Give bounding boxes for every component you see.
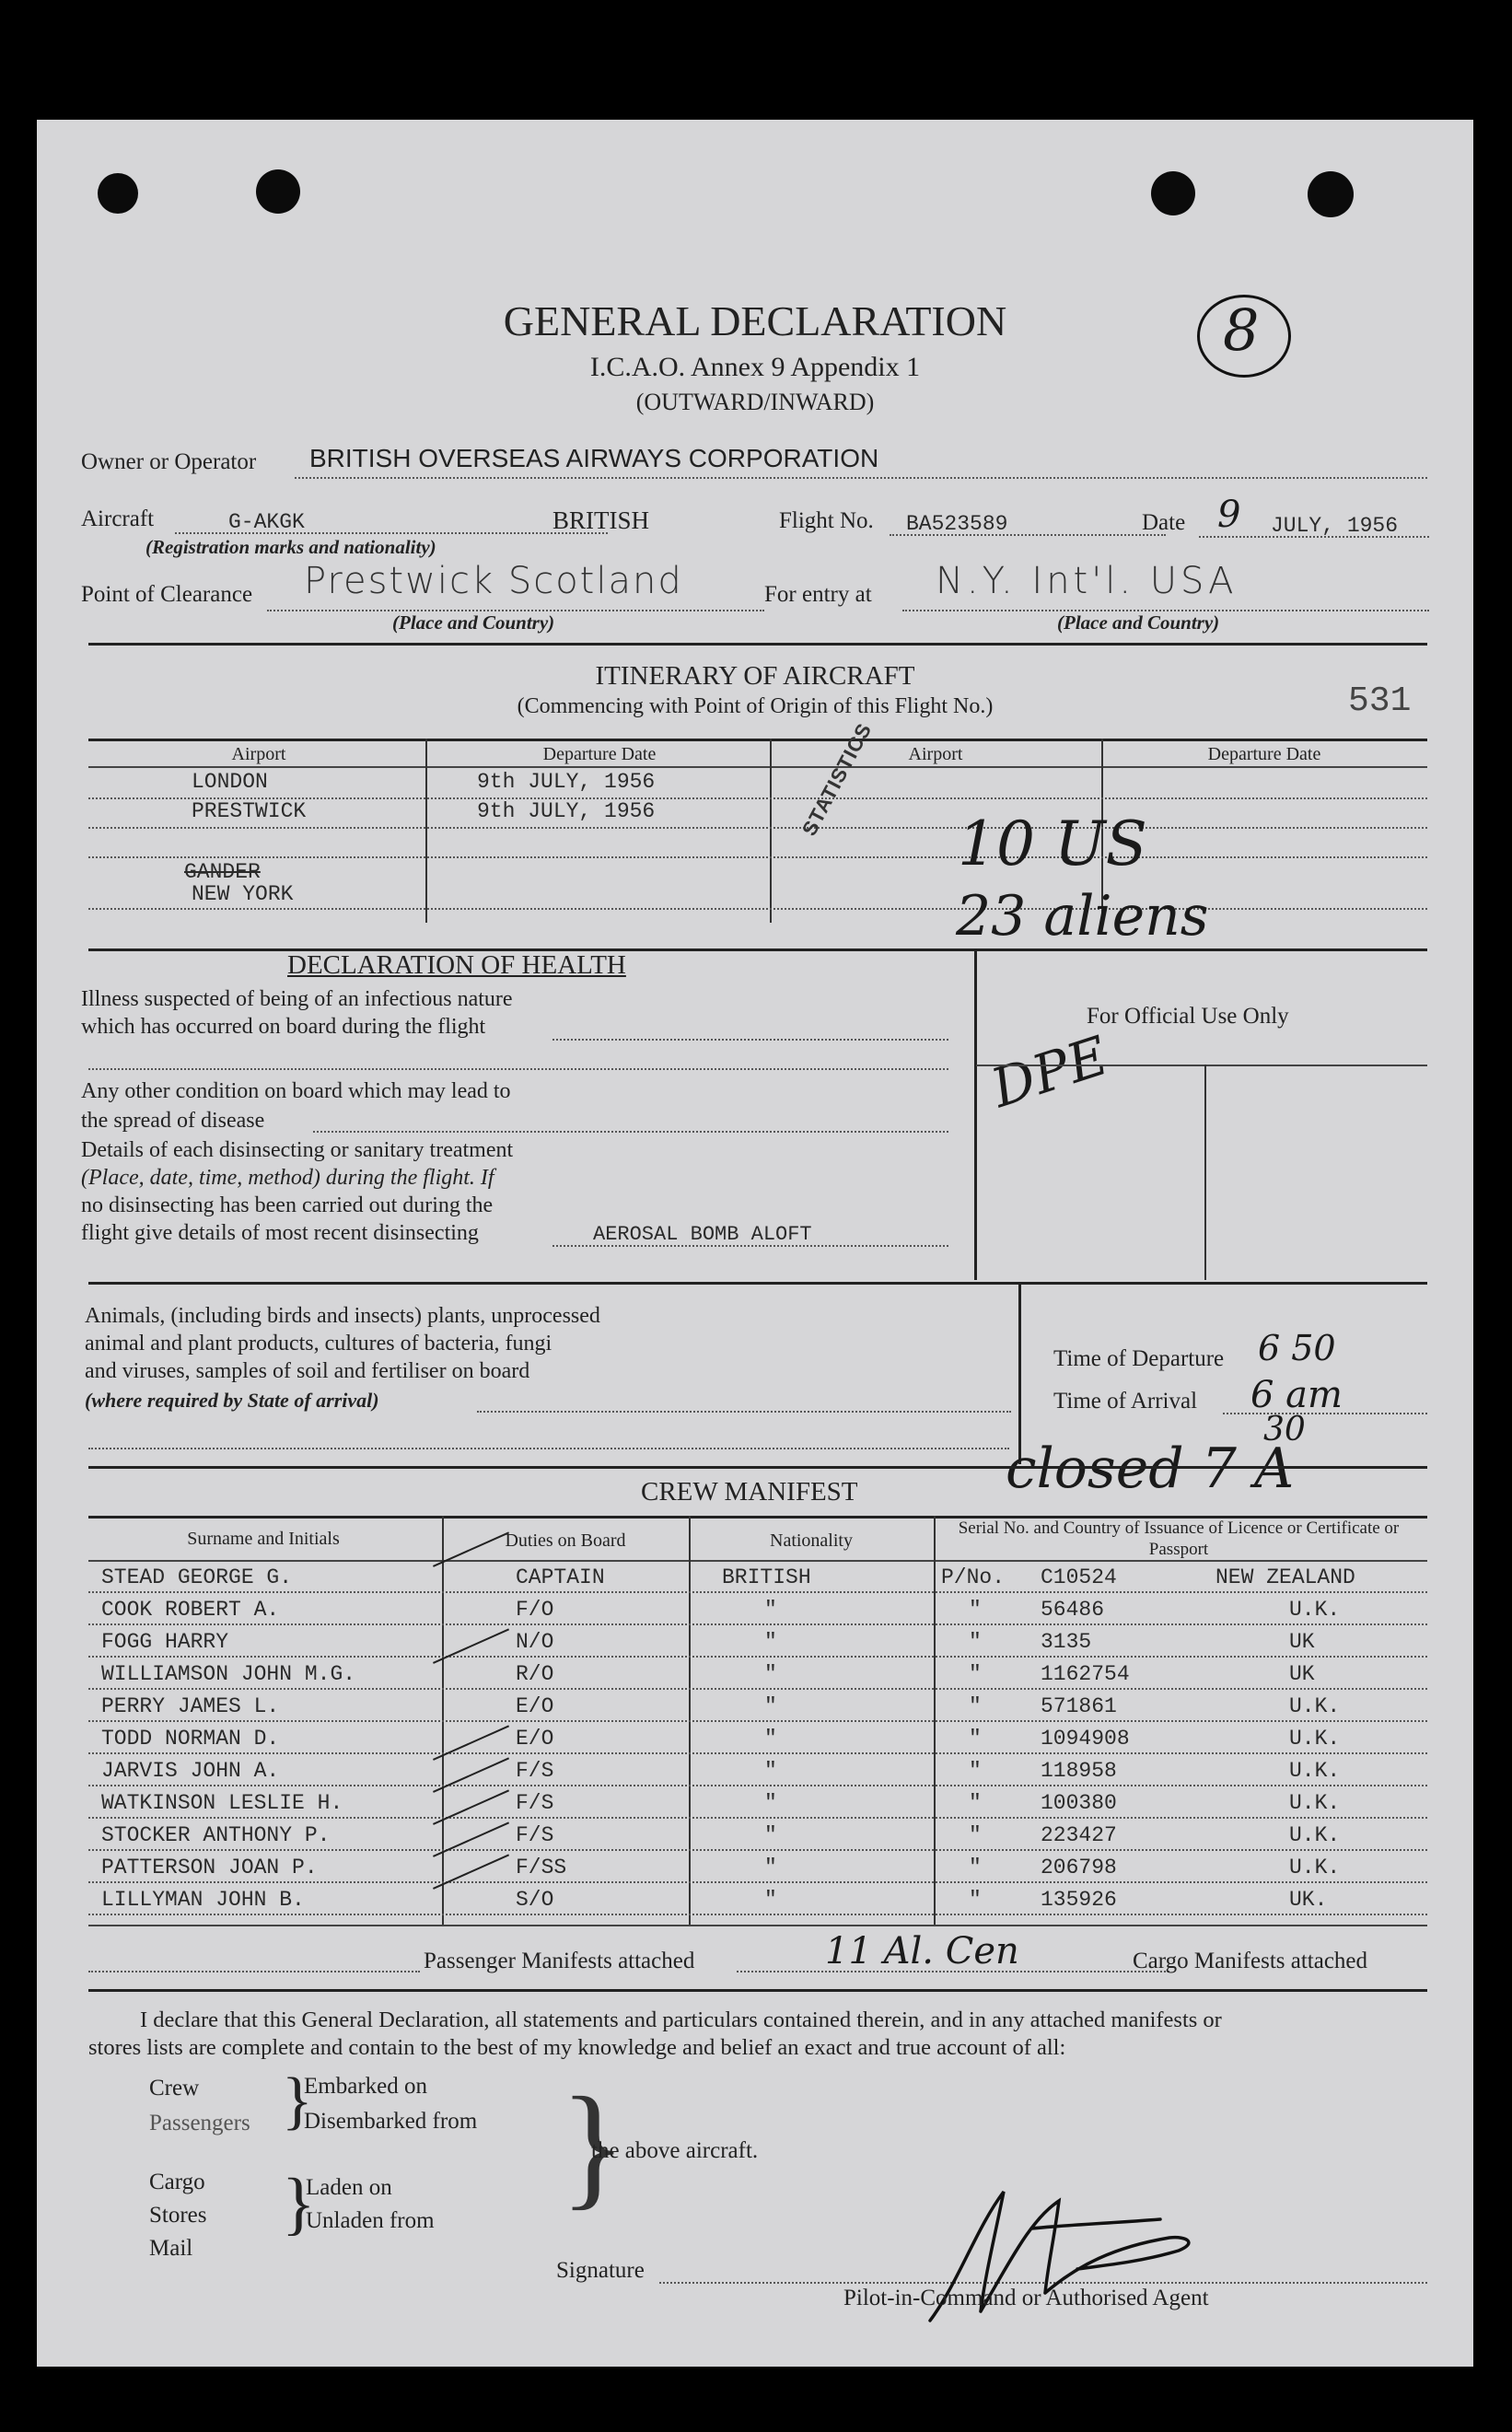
brace-2: } [282, 2165, 316, 2242]
crew-serial: 1162754 [1041, 1662, 1130, 1686]
passenger-manifest-label: Passenger Manifests attached [424, 1949, 695, 1973]
crew-nationality: " [764, 1759, 777, 1783]
punch-hole [98, 173, 138, 214]
aircraft-nationality: BRITISH [552, 506, 650, 534]
arrival-time-value: 6 am [1250, 1374, 1343, 1416]
crew-country: U.K. [1289, 1791, 1341, 1815]
animals-line1: Animals, (including birds and insects) plants, unprocessed [85, 1304, 600, 1328]
official-inner-divider [1204, 1065, 1206, 1280]
itinerary-top-rule [88, 643, 1427, 646]
decl-mail: Mail [149, 2236, 193, 2261]
owner-value: BRITISH OVERSEAS AIRWAYS CORPORATION [309, 444, 879, 472]
itin-date: 9th JULY, 1956 [477, 770, 656, 794]
crew-duty: N/O [516, 1630, 554, 1654]
declaration-sheet [37, 120, 1473, 2367]
brace-3: } [560, 2069, 626, 2222]
entry-label: For entry at [764, 582, 872, 607]
health-q3-line3: no disinsecting has been carried out during the [81, 1193, 494, 1217]
crew-row-line [88, 1752, 1427, 1754]
crew-title: CREW MANIFEST [641, 1477, 858, 1507]
entry-value: N.Y. Int'l. USA [936, 560, 1238, 602]
crew-row-line [88, 1849, 1427, 1851]
handwritten-minutes: 30 [1263, 1411, 1306, 1449]
departure-time-label: Time of Departure [1053, 1346, 1225, 1371]
duty-check-mark [433, 1821, 509, 1856]
duty-check-mark [433, 1789, 509, 1824]
crew-country: U.K. [1289, 1694, 1341, 1718]
crew-name: COOK ROBERT A. [101, 1598, 280, 1622]
punch-hole [1151, 171, 1195, 215]
crew-col-name: Surname and Initials [187, 1529, 340, 1549]
crew-nationality: " [764, 1694, 777, 1718]
health-q3-line4: flight give details of most recent disinsecting [81, 1221, 479, 1245]
crew-serial-prefix: " [969, 1791, 982, 1815]
itin-airport: PRESTWICK [192, 799, 307, 823]
animals-line [477, 1411, 1011, 1413]
itin-row-line [88, 908, 1427, 910]
crew-serial-prefix: " [969, 1630, 982, 1654]
aircraft-reg: G-AKGK [228, 510, 305, 534]
itin-col-date-1: Departure Date [542, 744, 657, 764]
decl-cargo: Cargo [149, 2170, 205, 2194]
signature-label: Signature [556, 2258, 645, 2283]
itin-date: 9th JULY, 1956 [477, 799, 656, 823]
crew-serial-prefix: " [969, 1856, 982, 1879]
crew-duty: F/S [516, 1759, 554, 1783]
crew-row-line [88, 1720, 1427, 1722]
animals-line [88, 1448, 1009, 1449]
departure-time-value: 6 50 [1258, 1328, 1336, 1368]
form-subtitle: I.C.A.O. Annex 9 Appendix 1 [589, 352, 921, 382]
health-q2-line1: Any other condition on board which may lead to [81, 1079, 511, 1103]
crew-duty: R/O [516, 1662, 554, 1686]
handwritten-us-count: 10 US [958, 809, 1147, 879]
itin-row-line [88, 827, 1427, 829]
handwritten-manifest-count: 11 Al. Cen [825, 1930, 1019, 1972]
crew-serial-prefix: " [969, 1823, 982, 1847]
itinerary-subtitle: (Commencing with Point of Origin of this Flight No.) [517, 694, 994, 718]
crew-col-duty: Duties on Board [505, 1530, 626, 1551]
crew-serial-prefix: P/No. [941, 1565, 1006, 1589]
itin-airport-struck: GANDER [184, 860, 261, 884]
crew-col-serial: Serial No. and Country of Issuance of Licence or Certificate or Passport [958, 1519, 1400, 1559]
handwritten-aliens-count: 23 aliens [956, 884, 1209, 948]
date-day: 9 [1217, 494, 1241, 536]
flight-label: Flight No. [779, 508, 874, 533]
crew-country: UK [1289, 1630, 1315, 1654]
official-rule [976, 1065, 1427, 1066]
crew-country: U.K. [1289, 1823, 1341, 1847]
aircraft-caption: (Registration marks and nationality) [145, 536, 436, 558]
crew-duty: CAPTAIN [516, 1565, 605, 1589]
crew-nationality: " [764, 1662, 777, 1686]
declaration-top-rule [88, 1989, 1427, 1992]
crew-country: UK. [1289, 1888, 1328, 1912]
official-left-border [974, 948, 977, 1280]
health-q1-line2: which has occurred on board during the flight [81, 1015, 486, 1039]
crew-serial: 118958 [1041, 1759, 1117, 1783]
itin-row-line [88, 856, 1427, 858]
official-use-label: For Official Use Only [1087, 1004, 1289, 1029]
declaration-line2: stores lists are complete and contain to the best of my knowledge and belief an exact and true account of all: [88, 2035, 1066, 2060]
decl-above-aircraft: the above aircraft. [591, 2138, 759, 2163]
entry-caption: (Place and Country) [1057, 611, 1220, 634]
crew-duty: F/O [516, 1598, 554, 1622]
handwritten-closed: closed 7 A [1006, 1437, 1295, 1501]
crew-row-line [88, 1656, 1427, 1658]
cargo-manifest-label: Cargo Manifests attached [1133, 1949, 1368, 1973]
clearance-caption: (Place and Country) [392, 611, 555, 634]
decl-stores: Stores [149, 2203, 207, 2228]
health-q2-line [313, 1131, 948, 1133]
crew-bottom-rule [88, 1925, 1427, 1926]
crew-nationality: " [764, 1630, 777, 1654]
crew-duty: F/S [516, 1791, 554, 1815]
itinerary-title: ITINERARY OF AIRCRAFT [595, 661, 915, 691]
crew-serial-prefix: " [969, 1694, 982, 1718]
animals-top-rule [88, 1282, 1427, 1285]
crew-row-line [88, 1591, 1427, 1593]
decl-embarked: Embarked on [304, 2074, 427, 2099]
aircraft-label: Aircraft [81, 506, 155, 531]
itin-col-airport-1: Airport [231, 744, 286, 764]
decl-laden: Laden on [306, 2175, 392, 2200]
form-direction: (OUTWARD/INWARD) [635, 389, 875, 415]
declaration-line1: I declare that this General Declaration, all statements and particulars contained therein, and in any attached manifests or [140, 2007, 1222, 2032]
crew-name: WATKINSON LESLIE H. [101, 1791, 343, 1815]
health-q3-line2: (Place, date, time, method) during the flight. If [81, 1166, 494, 1190]
crew-name: STEAD GEORGE G. [101, 1565, 293, 1589]
duty-check-mark [433, 1757, 509, 1792]
decl-disembarked: Disembarked from [304, 2109, 478, 2134]
crew-name: PERRY JAMES L. [101, 1694, 280, 1718]
passenger-manifest-line [88, 1971, 420, 1972]
arrival-time-label: Time of Arrival [1053, 1389, 1198, 1414]
owner-line [295, 477, 1427, 479]
crew-nationality: " [764, 1856, 777, 1879]
crew-name: WILLIAMSON JOHN M.G. [101, 1662, 356, 1686]
animals-line2: animal and plant products, cultures of bacteria, fungi [85, 1332, 552, 1356]
crew-serial: C10524 [1041, 1565, 1117, 1589]
crew-name: STOCKER ANTHONY P. [101, 1823, 331, 1847]
crew-col-nationality: Nationality [770, 1530, 853, 1551]
crew-nationality: " [764, 1727, 777, 1751]
animals-line4: (where required by State of arrival) [85, 1389, 379, 1412]
owner-label: Owner or Operator [81, 449, 257, 474]
decl-passengers: Passengers [149, 2111, 250, 2135]
crew-serial: 1094908 [1041, 1727, 1130, 1751]
health-title: DECLARATION OF HEALTH [287, 950, 626, 980]
date-value: JULY, 1956 [1271, 514, 1399, 538]
crew-serial: 100380 [1041, 1791, 1117, 1815]
health-divider [88, 1068, 948, 1070]
crew-row-line [88, 1785, 1427, 1786]
health-q1-line [552, 1039, 948, 1041]
crew-country: U.K. [1289, 1598, 1341, 1622]
crew-top-rule [88, 1466, 1427, 1469]
itinerary-header-rule [88, 739, 1427, 741]
crew-row-line [88, 1881, 1427, 1883]
crew-nationality: " [764, 1823, 777, 1847]
page-number: 8 [1223, 297, 1260, 364]
animals-line3: and viruses, samples of soil and fertiliser on board [85, 1359, 530, 1383]
official-initials: DPE [983, 1023, 1116, 1121]
health-q2-line2: the spread of disease [81, 1109, 265, 1133]
itin-col-date-2: Departure Date [1207, 744, 1321, 764]
crew-country: U.K. [1289, 1727, 1341, 1751]
crew-serial-prefix: " [969, 1759, 982, 1783]
crew-name: PATTERSON JOAN P. [101, 1856, 318, 1879]
duty-check-mark [433, 1628, 509, 1663]
crew-nationality: BRITISH [722, 1565, 811, 1589]
health-q1-line1: Illness suspected of being of an infectious nature [81, 987, 513, 1011]
form-title: GENERAL DECLARATION [503, 297, 1007, 344]
crew-country: NEW ZEALAND [1215, 1565, 1355, 1589]
duty-check-mark [433, 1725, 509, 1760]
itin-airport: LONDON [192, 770, 268, 794]
crew-duty: E/O [516, 1694, 554, 1718]
crew-serial: 3135 [1041, 1630, 1092, 1654]
crew-serial: 206798 [1041, 1856, 1117, 1879]
brace-1: } [282, 2065, 313, 2136]
crew-row-line [88, 1623, 1427, 1625]
health-q3-answer: AEROSAL BOMB ALOFT [593, 1223, 812, 1246]
punch-hole [256, 169, 300, 214]
statistics-stamp: STATISTICS [797, 718, 877, 840]
punch-hole [1308, 171, 1354, 217]
itin-divider [425, 739, 427, 923]
crew-serial-prefix: " [969, 1888, 982, 1912]
crew-name: FOGG HARRY [101, 1630, 229, 1654]
crew-row-line [88, 1688, 1427, 1690]
decl-crew: Crew [149, 2076, 200, 2100]
health-q3-line1: Details of each disinsecting or sanitary treatment [81, 1138, 514, 1162]
crew-duty: F/S [516, 1823, 554, 1847]
crew-row-line [88, 1817, 1427, 1819]
crew-nationality: " [764, 1791, 777, 1815]
crew-header-underline [88, 1560, 1427, 1562]
signature-caption: Pilot-in-Command or Authorised Agent [843, 2286, 1209, 2310]
crew-serial: 135926 [1041, 1888, 1117, 1912]
crew-name: TODD NORMAN D. [101, 1727, 280, 1751]
itinerary-header-underline [88, 766, 1427, 768]
crew-row-line [88, 1914, 1427, 1915]
date-label: Date [1142, 510, 1186, 535]
itin-divider [770, 739, 772, 923]
clearance-value: Prestwick Scotland [304, 560, 683, 602]
crew-serial-prefix: " [969, 1598, 982, 1622]
crew-serial: 223427 [1041, 1823, 1117, 1847]
decl-unladen: Unladen from [306, 2208, 435, 2233]
crew-country: U.K. [1289, 1759, 1341, 1783]
crew-serial: 56486 [1041, 1598, 1105, 1622]
flight-value: BA523589 [906, 512, 1008, 536]
crew-duty: F/SS [516, 1856, 567, 1879]
crew-nationality: " [764, 1598, 777, 1622]
duty-check-mark [433, 1854, 509, 1889]
itin-airport: NEW YORK [192, 882, 294, 906]
crew-name: LILLYMAN JOHN B. [101, 1888, 305, 1912]
crew-serial-prefix: " [969, 1727, 982, 1751]
crew-nationality: " [764, 1888, 777, 1912]
crew-name: JARVIS JOHN A. [101, 1759, 280, 1783]
clearance-label: Point of Clearance [81, 582, 253, 607]
crew-duty: S/O [516, 1888, 554, 1912]
crew-serial: 571861 [1041, 1694, 1117, 1718]
crew-serial-prefix: " [969, 1662, 982, 1686]
itin-col-airport-2: Airport [908, 744, 963, 764]
crew-duty: E/O [516, 1727, 554, 1751]
itinerary-flight-number: 531 [1348, 681, 1412, 721]
crew-country: UK [1289, 1662, 1315, 1686]
crew-country: U.K. [1289, 1856, 1341, 1879]
